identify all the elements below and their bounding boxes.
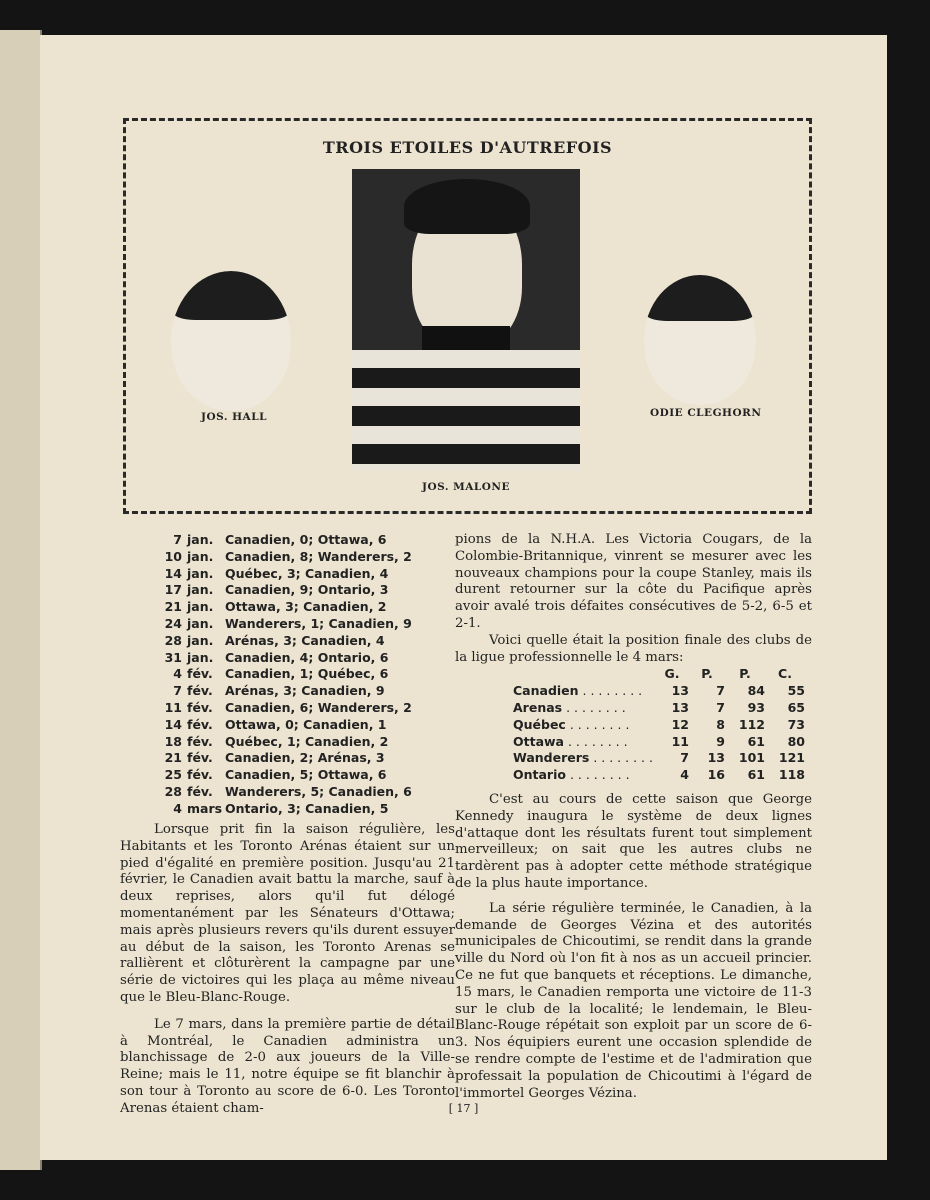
portrait-hair bbox=[644, 275, 756, 321]
games-won: 13 bbox=[671, 683, 689, 699]
schedule-row bbox=[140, 666, 470, 683]
schedule-row bbox=[140, 683, 470, 700]
games-won: 7 bbox=[680, 750, 689, 766]
goals-for: 61 bbox=[747, 767, 765, 783]
team-name: Wanderers bbox=[513, 750, 590, 766]
standings-row bbox=[513, 734, 805, 751]
schedule-day: 18 bbox=[164, 733, 182, 749]
schedule-month: jan. bbox=[187, 615, 214, 631]
paragraph: pions de la N.H.A. Les Victoria Cougars, de la Colombie-Britannique, vinrent se mesurer avec les nouveaux champions pour la coupe Stanley, mais ils durent retourner sur la côte du Pacifique après avoir avalé trois défaites consécutives de 5-2, 6-5 et 2-1. bbox=[455, 532, 812, 631]
schedule-result: Canadien, 4; Ontario, 6 bbox=[225, 649, 389, 665]
portrait-jos-hall bbox=[171, 271, 291, 411]
schedule-result: Wanderers, 5; Canadien, 6 bbox=[225, 783, 412, 799]
goals-against: 65 bbox=[787, 699, 805, 715]
schedule-result: Québec, 1; Canadien, 2 bbox=[225, 733, 389, 749]
schedule-day: 4 bbox=[173, 800, 182, 816]
schedule-day: 10 bbox=[164, 548, 182, 564]
portrait-odie-cleghorn bbox=[644, 275, 756, 405]
goals-against: 73 bbox=[787, 716, 805, 732]
schedule-day: 28 bbox=[164, 783, 182, 799]
schedule-row bbox=[140, 532, 470, 549]
team-name: Ontario bbox=[513, 767, 566, 783]
games-won: 13 bbox=[671, 699, 689, 715]
schedule-day: 21 bbox=[164, 750, 182, 766]
schedule-row bbox=[140, 616, 470, 633]
schedule-row bbox=[140, 549, 470, 566]
games-won: 4 bbox=[680, 767, 689, 783]
games-lost: 7 bbox=[716, 699, 725, 715]
standings-row bbox=[513, 717, 805, 734]
paragraph: C'est au cours de cette saison que George Kennedy inaugura le système de deux lignes d'attaque dont les résultats furent tout simplement merveilleux; on sait que les autres clubs ne tardèrent pas à adopter cette méthode stratégique de la plus haute importance. bbox=[455, 791, 812, 891]
games-won: 12 bbox=[671, 716, 689, 732]
schedule-month: jan. bbox=[187, 582, 214, 598]
schedule-result: Canadien, 6; Wanderers, 2 bbox=[225, 699, 412, 715]
page-title: TROIS ETOILES D'AUTREFOIS bbox=[322, 138, 613, 157]
portrait-hair bbox=[171, 271, 291, 320]
header-g: G. bbox=[664, 666, 680, 682]
schedule-day: 14 bbox=[164, 565, 182, 581]
games-won: 11 bbox=[671, 733, 689, 749]
right-column-text bbox=[455, 532, 812, 1102]
schedule-day: 31 bbox=[164, 649, 182, 665]
schedule-row bbox=[140, 566, 470, 583]
paragraph: Voici quelle était la position finale des clubs de la ligue professionnelle le 4 mars: bbox=[455, 632, 812, 665]
schedule-list bbox=[140, 532, 470, 818]
goals-for: 84 bbox=[747, 683, 765, 699]
leader-dots: . . . . . . . . bbox=[565, 716, 630, 732]
schedule-month: jan. bbox=[187, 548, 214, 564]
left-column-text bbox=[120, 822, 455, 1118]
schedule-result: Canadien, 9; Ontario, 3 bbox=[225, 582, 389, 598]
schedule-day: 7 bbox=[173, 532, 182, 547]
schedule-result: Canadien, 5; Ottawa, 6 bbox=[225, 767, 387, 783]
schedule-row bbox=[140, 700, 470, 717]
schedule-month: fév. bbox=[187, 666, 213, 682]
header-pf: P. bbox=[739, 666, 751, 682]
team-name: Québec bbox=[513, 716, 566, 732]
schedule-row bbox=[140, 599, 470, 616]
schedule-result: Canadien, 1; Québec, 6 bbox=[225, 666, 389, 682]
schedule-row bbox=[140, 801, 470, 818]
schedule-month: jan. bbox=[187, 565, 214, 581]
goals-for: 61 bbox=[747, 733, 765, 749]
schedule-day: 14 bbox=[164, 716, 182, 732]
leader-dots: . . . . . . . . bbox=[562, 699, 626, 715]
standings-row bbox=[513, 700, 805, 717]
schedule-result: Québec, 3; Canadien, 4 bbox=[225, 565, 389, 581]
goals-against: 118 bbox=[778, 767, 805, 783]
schedule-result: Arénas, 3; Canadien, 9 bbox=[225, 683, 385, 699]
schedule-month: jan. bbox=[187, 632, 214, 648]
games-lost: 9 bbox=[716, 733, 725, 749]
schedule-result: Ottawa, 0; Canadien, 1 bbox=[225, 716, 387, 732]
schedule-month: jan. bbox=[187, 599, 214, 615]
schedule-result: Ottawa, 3; Canadien, 2 bbox=[225, 599, 387, 615]
schedule-row bbox=[140, 734, 470, 751]
goals-for: 101 bbox=[738, 750, 765, 766]
goals-against: 121 bbox=[778, 750, 805, 766]
schedule-day: 7 bbox=[173, 683, 182, 699]
schedule-result: Canadien, 2; Arénas, 3 bbox=[225, 750, 385, 766]
schedule-month: jan. bbox=[187, 649, 214, 665]
schedule-month: jan. bbox=[187, 532, 214, 547]
caption-odie-cleghorn: ODIE CLEGHORN bbox=[650, 407, 762, 419]
schedule-month: fév. bbox=[187, 733, 213, 749]
caption-jos-hall: JOS. HALL bbox=[201, 411, 267, 423]
games-lost: 7 bbox=[716, 683, 725, 699]
standings-row bbox=[513, 750, 805, 767]
photo-frame bbox=[123, 118, 812, 514]
schedule-row bbox=[140, 767, 470, 784]
schedule-day: 11 bbox=[164, 699, 182, 715]
schedule-day: 25 bbox=[164, 767, 182, 783]
team-name: Arenas bbox=[513, 699, 563, 715]
schedule-day: 24 bbox=[164, 615, 182, 631]
schedule-row bbox=[140, 750, 470, 767]
portrait-jos-malone bbox=[352, 169, 580, 471]
paragraph: Le 7 mars, dans la première partie de détail à Montréal, le Canadien administra un blanchissage de 2-0 aux joueurs de la Ville-Reine; mais le 11, notre équipe se fit blanchir à son tour à Toronto au score de 6-0. Les Toronto Arenas étaient cham- bbox=[120, 1016, 455, 1116]
schedule-day: 21 bbox=[164, 599, 182, 615]
goals-against: 80 bbox=[787, 733, 805, 749]
schedule-day: 28 bbox=[164, 632, 182, 648]
schedule-day: 4 bbox=[173, 666, 182, 682]
goals-for: 93 bbox=[747, 699, 765, 715]
schedule-month: fév. bbox=[187, 683, 213, 699]
standings-table bbox=[513, 666, 805, 784]
team-name: Ottawa bbox=[513, 733, 564, 749]
games-lost: 8 bbox=[716, 716, 725, 732]
portrait-hair bbox=[404, 179, 530, 234]
caption-jos-malone: JOS. MALONE bbox=[422, 481, 511, 493]
leader-dots: . . . . . . . . bbox=[578, 683, 643, 699]
schedule-month: fév. bbox=[187, 783, 213, 799]
leader-dots: . . . . . . . . bbox=[565, 767, 630, 783]
schedule-row bbox=[140, 784, 470, 801]
header-p: P. bbox=[701, 666, 713, 682]
schedule-row bbox=[140, 717, 470, 734]
schedule-result: Wanderers, 1; Canadien, 9 bbox=[225, 615, 412, 631]
striped-jersey bbox=[352, 350, 580, 471]
schedule-result: Ontario, 3; Canadien, 5 bbox=[225, 800, 389, 816]
facing-page-edge bbox=[0, 30, 42, 1170]
team-name: Canadien bbox=[513, 683, 579, 699]
games-lost: 13 bbox=[707, 750, 725, 766]
leader-dots: . . . . . . . . bbox=[564, 733, 628, 749]
schedule-month: mars bbox=[187, 800, 223, 816]
document-page bbox=[40, 35, 887, 1160]
standings-header-row bbox=[513, 666, 805, 683]
page-number: [ 17 ] bbox=[448, 1102, 479, 1115]
leader-dots: . . . . . . . . bbox=[589, 750, 653, 766]
schedule-row bbox=[140, 582, 470, 599]
goals-for: 112 bbox=[738, 716, 765, 732]
schedule-row bbox=[140, 633, 470, 650]
schedule-month: fév. bbox=[187, 767, 213, 783]
standings-row bbox=[513, 767, 805, 784]
schedule-result: Arénas, 3; Canadien, 4 bbox=[225, 632, 385, 648]
schedule-month: fév. bbox=[187, 699, 213, 715]
paragraph: La série régulière terminée, le Canadien, à la demande de Georges Vézina et des autorités municipales de Chicoutimi, se rendit dans la grande ville du Nord où l'on fit à nos as un accueil princier. Ce ne fut que banquets et réceptions. Le dimanche, 15 mars, le Canadien remporta une victoire de 11-3 sur le club de la localité; le lendemain, le Bleu-Blanc-Rouge répétait son exploit par un score de 6-3. Nos équipiers eurent une occasion splendide de se rendre compte de l'estime et de l'admiration que professait la population de Chicoutimi à l'égard de l'immortel Georges Vézina. bbox=[455, 900, 812, 1101]
schedule-result: Canadien, 0; Ottawa, 6 bbox=[225, 532, 387, 547]
schedule-result: Canadien, 8; Wanderers, 2 bbox=[225, 548, 412, 564]
goals-against: 55 bbox=[787, 683, 805, 699]
paragraph: Lorsque prit fin la saison régulière, les Habitants et les Toronto Arénas étaient sur un pied d'égalité en première position. Jusqu'au 21 février, le Canadien avait battu la marche, sauf à deux reprises, alors qu'il fut délogé momentanément par les Sénateurs d'Ottawa; mais après plusieurs revers qu'ils durent essuyer au début de la saison, les Toronto Arenas se rallièrent et clôturèrent la campagne par une série de victoires qui les plaça au même niveau que le Bleu-Blanc-Rouge. bbox=[120, 822, 455, 1005]
schedule-row bbox=[140, 650, 470, 667]
header-c: C. bbox=[778, 666, 792, 682]
games-lost: 16 bbox=[707, 767, 725, 783]
schedule-month: fév. bbox=[187, 750, 213, 766]
schedule-day: 17 bbox=[164, 582, 182, 598]
standings-row bbox=[513, 683, 805, 700]
schedule-month: fév. bbox=[187, 716, 213, 732]
